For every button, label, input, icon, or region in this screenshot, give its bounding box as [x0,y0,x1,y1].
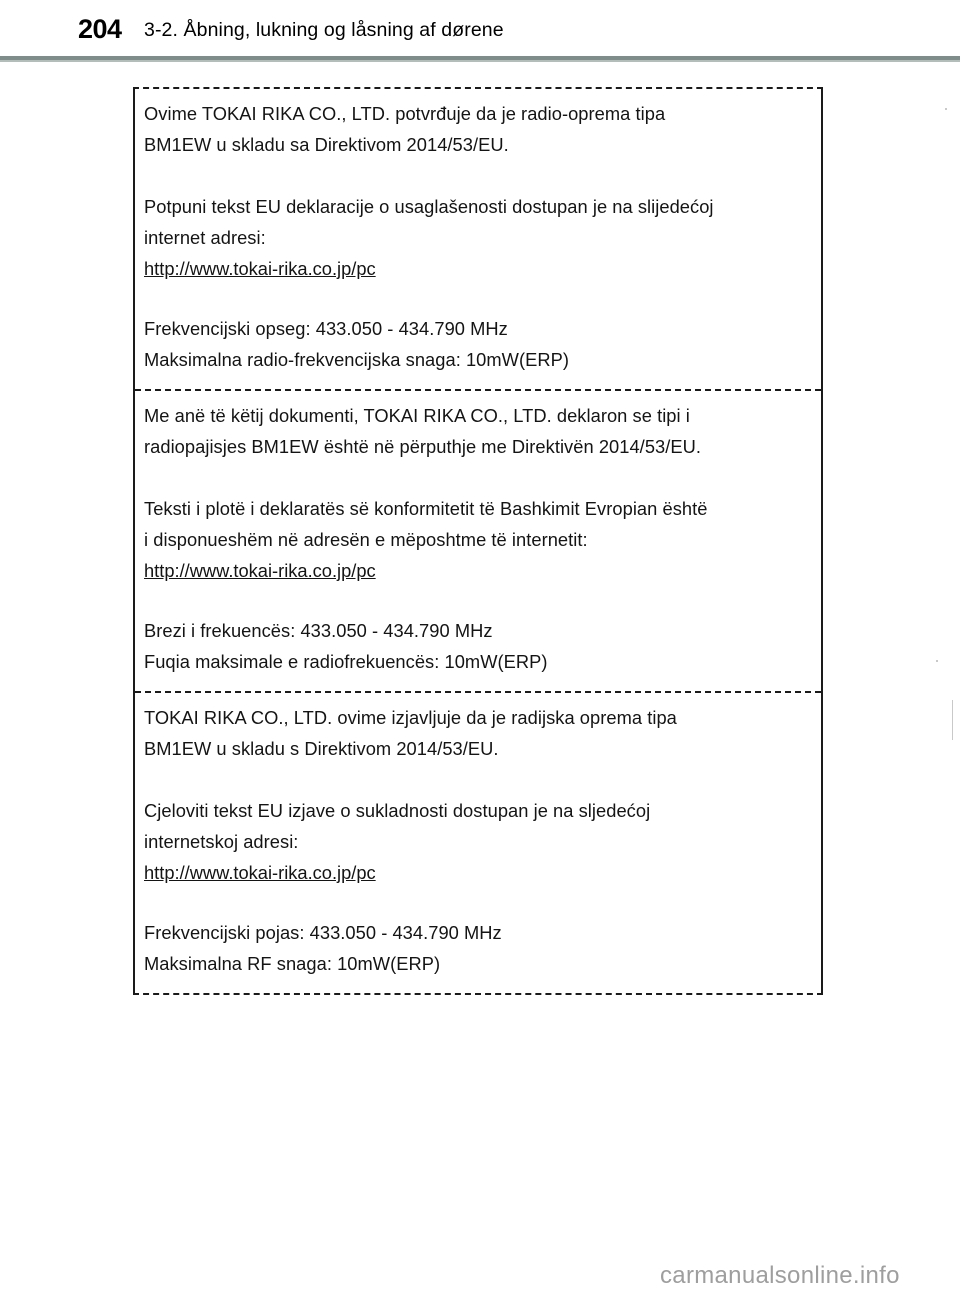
paragraph-spacer [144,586,809,615]
declaration-block-croatian [135,691,821,993]
max-rf-power-line: Maksimalna radio-frekvencijska snaga: 10mW(ERP) [144,349,569,370]
declaration-statement-line-1: Me anë të këtij dokumenti, TOKAI RIKA CO., LTD. deklaron se tipi i [144,405,690,426]
scan-artifact [952,700,953,740]
watermark-text: carmanualsonline.info [660,1262,900,1289]
paragraph-spacer [144,160,809,191]
declaration-availability-line-1: Potpuni tekst EU deklaracije o usaglašenosti dostupan je na slijedećoj [144,196,714,217]
declaration-statement-line-1: Ovime TOKAI RIKA CO., LTD. potvrđuje da je radio-oprema tipa [144,103,666,124]
header-divider-rule [0,56,960,62]
frequency-range-line: Frekvencijski pojas: 433.050 - 434.790 MHz [144,922,502,943]
declaration-availability-line-2: i disponueshëm në adresën e mëposhtme të internetit: [144,529,588,550]
page-number: 204 [78,14,122,44]
paragraph-spacer [144,284,809,313]
paragraph-spacer [144,888,809,917]
frequency-range-line: Frekvencijski opseg: 433.050 - 434.790 MHz [144,318,508,339]
paragraph-spacer [144,764,809,795]
declaration-of-conformity-box [133,87,823,995]
declaration-url-link[interactable]: http://www.tokai-rika.co.jp/pc [144,560,376,581]
max-rf-power-line: Fuqia maksimale e radiofrekuencës: 10mW(ERP) [144,651,548,672]
scan-artifact [936,660,938,662]
declaration-block-albanian [135,389,821,691]
page-header [0,0,960,58]
declaration-url-link[interactable]: http://www.tokai-rika.co.jp/pc [144,862,376,883]
declaration-block-bosnian [135,89,821,389]
declaration-statement-line-1: TOKAI RIKA CO., LTD. ovime izjavljuje da je radijska oprema tipa [144,707,677,728]
declaration-availability-line-2: internet adresi: [144,227,266,248]
declaration-availability-line-1: Cjeloviti tekst EU izjave o sukladnosti dostupan je na sljedećoj [144,800,651,821]
frequency-range-line: Brezi i frekuencës: 433.050 - 434.790 MHz [144,620,493,641]
declaration-statement-line-2: BM1EW u skladu s Direktivom 2014/53/EU. [144,738,499,759]
declaration-availability-line-2: internetskoj adresi: [144,831,299,852]
declaration-statement-line-2: BM1EW u skladu sa Direktivom 2014/53/EU. [144,134,509,155]
page-title: 3-2. Åbning, lukning og låsning af dørene [144,19,504,41]
paragraph-spacer [144,462,809,493]
declaration-availability-line-1: Teksti i plotë i deklaratës së konformitetit të Bashkimit Evropian është [144,498,708,519]
scan-artifact [945,108,947,110]
declaration-url-link[interactable]: http://www.tokai-rika.co.jp/pc [144,258,376,279]
max-rf-power-line: Maksimalna RF snaga: 10mW(ERP) [144,953,441,974]
declaration-statement-line-2: radiopajisjes BM1EW është në përputhje me Direktivën 2014/53/EU. [144,436,702,457]
